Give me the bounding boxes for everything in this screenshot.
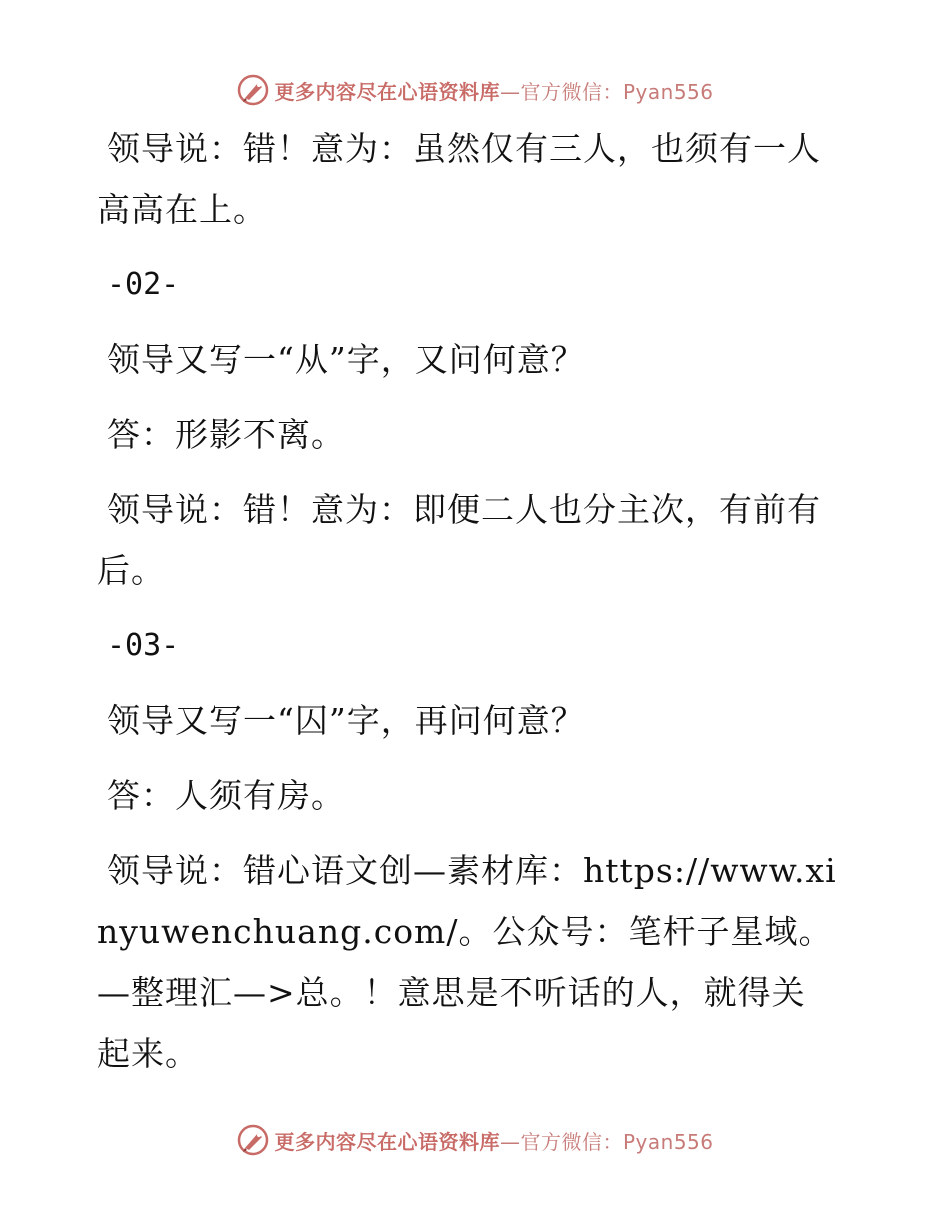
paragraph-leader-writes-cong: 领导又写一“从”字，又问何意？ (107, 340, 585, 379)
footer-banner-text (274, 1126, 713, 1155)
footer-watermark-banner (0, 1120, 950, 1160)
footer-dash-text: —官方微信： (499, 1129, 623, 1154)
footer-brand-text: 更多内容尽在心语资料库 (274, 1129, 500, 1154)
paragraph-leader-says-3: 领导说：错心语文创—素材库：https://www.xinyuwenchuang.com/。公众号：笔杆子星域。—整理汇—>总。！意思是不听话的人，就得关起来。 (97, 851, 837, 1073)
paragraph-leader-writes-qiu: 领导又写一“囚”字，再问何意？ (107, 701, 585, 740)
paragraph-answer-1: 答：形影不离。 (107, 415, 345, 454)
paragraph-leader-says-1: 领导说：错！意为：虽然仅有三人，也须有一人高高在上。 (97, 129, 821, 229)
paragraph-answer-2: 答：人须有房。 (107, 776, 345, 815)
pen-nib-logo-icon (236, 73, 270, 107)
paragraph-leader-says-2: 领导说：错！意为：即便二人也分主次，有前有后。 (97, 490, 821, 590)
header-banner-text (274, 76, 713, 105)
header-watermark-banner (0, 70, 950, 110)
header-dash-text: —官方微信： (499, 79, 623, 104)
header-wechat-id: Pyan556 (622, 79, 714, 104)
header-brand-text: 更多内容尽在心语资料库 (274, 79, 500, 104)
pen-nib-logo-icon (236, 1123, 270, 1157)
section-number-03: -03- (107, 628, 180, 663)
footer-wechat-id: Pyan556 (622, 1129, 714, 1154)
document-body (97, 118, 837, 1098)
section-number-02: -02- (107, 267, 180, 302)
